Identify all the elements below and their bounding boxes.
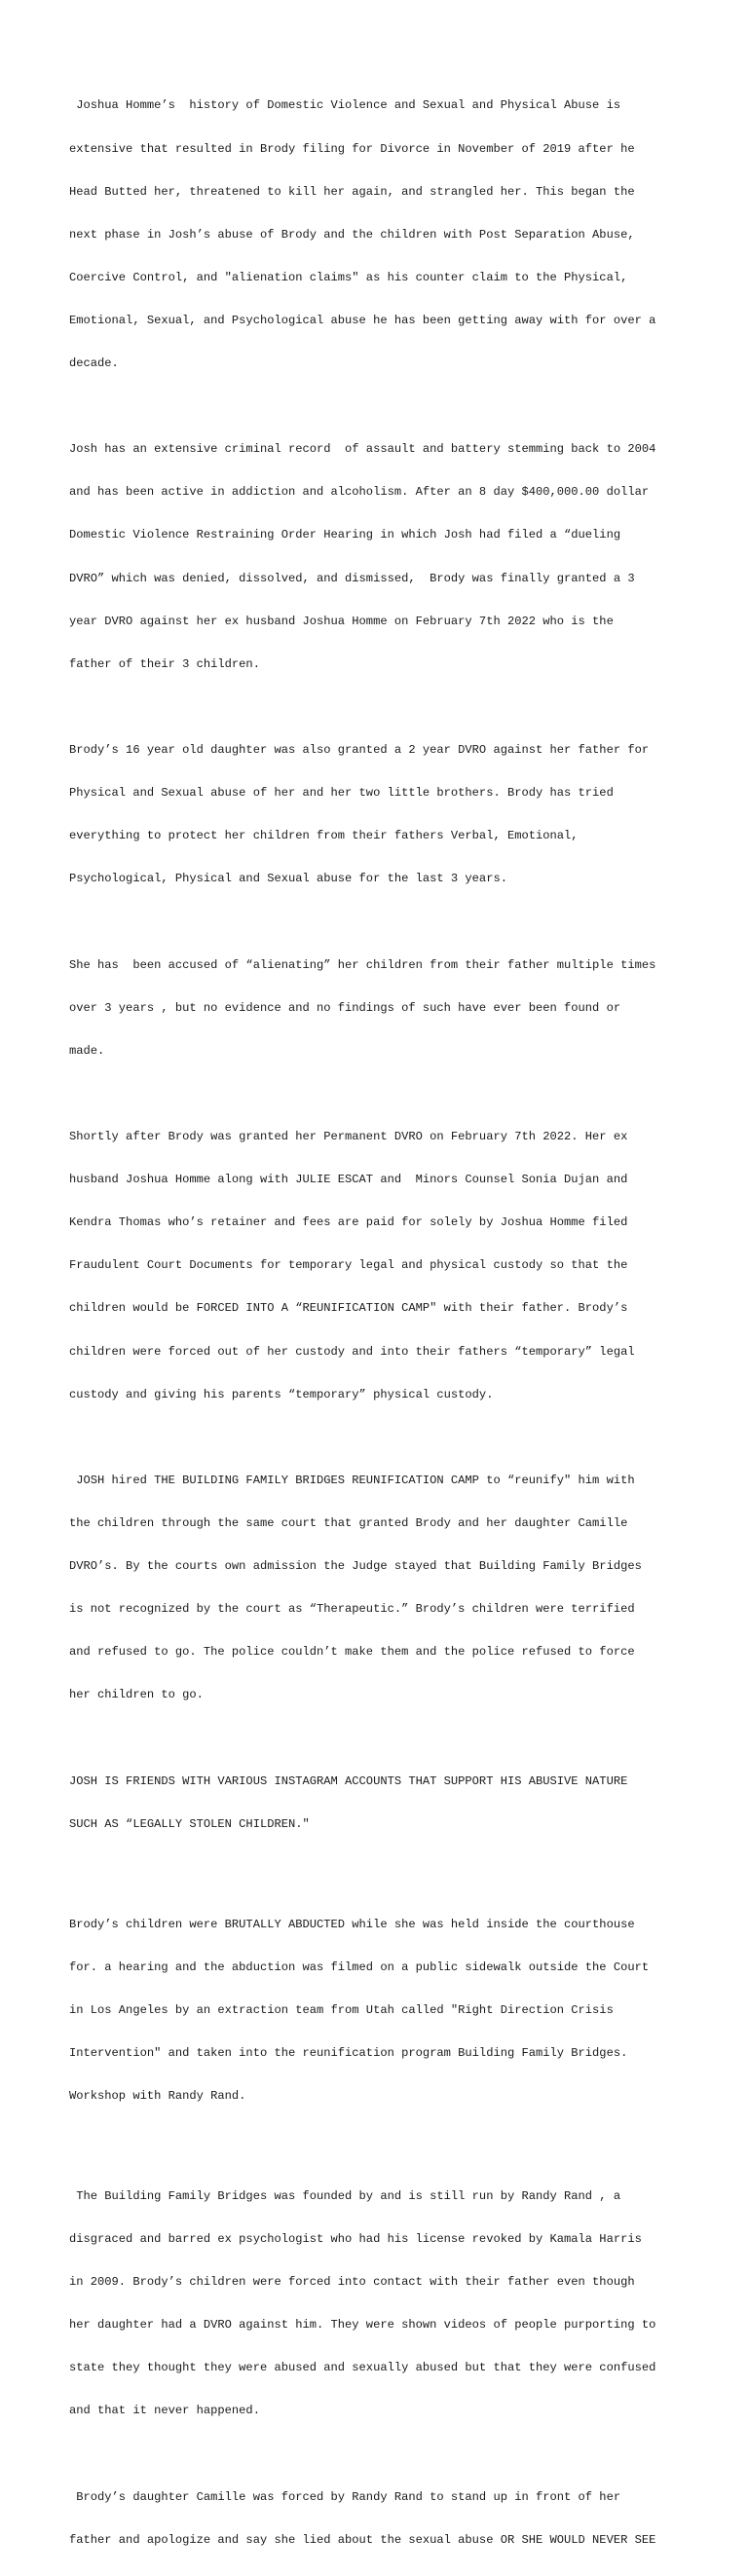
text-line: and refused to go. The police couldn’t make them and the police refused to force bbox=[69, 1645, 635, 1660]
paragraph-homme-history bbox=[69, 70, 692, 399]
paragraph-gap bbox=[69, 2132, 692, 2160]
text-line: Coercive Control, and "alienation claims" as his counter claim to the Physical, bbox=[69, 270, 628, 284]
text-line: She has been accused of “alienating” her children from their father multiple times bbox=[69, 957, 656, 972]
paragraph-instagram bbox=[69, 1745, 692, 1860]
text-line: Josh has an extensive criminal record of assault and battery stemming back to 2004 bbox=[69, 442, 656, 457]
text-line: Joshua Homme’s history of Domestic Violence and Sexual and Physical Abuse is bbox=[69, 98, 621, 113]
text-line: Workshop with Randy Rand. bbox=[69, 2089, 246, 2104]
text-line: decade. bbox=[69, 356, 119, 371]
paragraph-gap bbox=[69, 1431, 692, 1445]
text-line: over 3 years , but no evidence and no findings of such have ever been found or bbox=[69, 1000, 621, 1015]
text-line: is not recognized by the court as “Therapeutic.” Brody’s children were terrified bbox=[69, 1602, 635, 1617]
text-line: and that it never happened. bbox=[69, 2404, 260, 2418]
text-line: Emotional, Sexual, and Psychological abuse he has been getting away with for over a bbox=[69, 313, 656, 327]
paragraph-reunification-camp bbox=[69, 1444, 692, 1731]
text-line: in 2009. Brody’s children were forced into contact with their father even though bbox=[69, 2275, 635, 2290]
text-line: state they thought they were abused and sexually abused but that they were confused bbox=[69, 2361, 656, 2375]
text-line: The Building Family Bridges was founded by and is still run by Randy Rand , a bbox=[69, 2188, 621, 2203]
paragraph-daughter-dvro bbox=[69, 715, 692, 915]
text-line: everything to protect her children from their fathers Verbal, Emotional, bbox=[69, 829, 579, 843]
paragraph-custody bbox=[69, 1101, 692, 1431]
text-line: disgraced and barred ex psychologist who had his license revoked by Kamala Harris bbox=[69, 2232, 642, 2247]
text-line: the children through the same court that granted Brody and her daughter Camille bbox=[69, 1515, 628, 1530]
text-line: father and apologize and say she lied about the sexual abuse OR SHE WOULD NEVER SEE bbox=[69, 2532, 656, 2547]
text-line: JOSH hired THE BUILDING FAMILY BRIDGES REUNIFICATION CAMP to “reunify" him with bbox=[69, 1473, 635, 1487]
paragraph-building-family-bridges bbox=[69, 2161, 692, 2447]
paragraph-camille bbox=[69, 2461, 692, 2576]
text-line: Intervention" and taken into the reunification program Building Family Bridges. bbox=[69, 2045, 628, 2060]
text-line: Kendra Thomas who’s retainer and fees are paid for solely by Joshua Homme filed bbox=[69, 1215, 628, 1230]
text-line: husband Joshua Homme along with JULIE ESCAT and Minors Counsel Sonia Dujan and bbox=[69, 1173, 628, 1187]
paragraph-gap bbox=[69, 399, 692, 414]
paragraph-abduction bbox=[69, 1888, 692, 2132]
text-line: Physical and Sexual abuse of her and her two little brothers. Brody has tried bbox=[69, 786, 614, 801]
paragraph-gap bbox=[69, 2447, 692, 2462]
text-line: year DVRO against her ex husband Joshua Homme on February 7th 2022 who is the bbox=[69, 614, 614, 628]
text-line: Brody’s daughter Camille was forced by Randy Rand to stand up in front of her bbox=[69, 2489, 621, 2504]
text-line: Fraudulent Court Documents for temporary legal and physical custody so that the bbox=[69, 1258, 628, 1273]
paragraph-gap bbox=[69, 1860, 692, 1888]
paragraph-alienation bbox=[69, 929, 692, 1087]
text-line: DVRO” which was denied, dissolved, and dismissed, Brody was finally granted a 3 bbox=[69, 571, 635, 585]
text-line: Brody’s children were BRUTALLY ABDUCTED while she was held inside the courthouse bbox=[69, 1917, 635, 1931]
paragraph-gap bbox=[69, 915, 692, 929]
document-page bbox=[69, 70, 692, 2576]
text-line: Brody’s 16 year old daughter was also granted a 2 year DVRO against her father for bbox=[69, 743, 650, 758]
text-line: children would be FORCED INTO A “REUNIFICATION CAMP" with their father. Brody’s bbox=[69, 1301, 628, 1316]
text-line: extensive that resulted in Brody filing for Divorce in November of 2019 after he bbox=[69, 141, 635, 156]
text-line: father of their 3 children. bbox=[69, 656, 260, 671]
text-line: Head Butted her, threatened to kill her again, and strangled her. This began the bbox=[69, 184, 635, 199]
paragraph-gap bbox=[69, 1731, 692, 1745]
paragraph-gap bbox=[69, 1087, 692, 1101]
text-line: Domestic Violence Restraining Order Hearing in which Josh had filed a “dueling bbox=[69, 528, 621, 542]
text-line: made. bbox=[69, 1043, 105, 1058]
text-line: JOSH IS FRIENDS WITH VARIOUS INSTAGRAM ACCOUNTS THAT SUPPORT HIS ABUSIVE NATURE bbox=[69, 1773, 628, 1788]
text-line: next phase in Josh’s abuse of Brody and the children with Post Separation Abuse, bbox=[69, 227, 635, 242]
text-line: children were forced out of her custody and into their fathers “temporary” legal bbox=[69, 1344, 635, 1359]
text-line: Psychological, Physical and Sexual abuse for the last 3 years. bbox=[69, 872, 507, 886]
text-line: in Los Angeles by an extraction team from Utah called "Right Direction Crisis bbox=[69, 2002, 614, 2017]
text-line: and has been active in addiction and alcoholism. After an 8 day $400,000.00 dollar bbox=[69, 485, 650, 500]
text-line: her daughter had a DVRO against him. They were shown videos of people purporting to bbox=[69, 2318, 656, 2333]
paragraph-gap bbox=[69, 700, 692, 715]
text-line: SUCH AS “LEGALLY STOLEN CHILDREN." bbox=[69, 1816, 310, 1831]
text-line: Shortly after Brody was granted her Permanent DVRO on February 7th 2022. Her ex bbox=[69, 1129, 628, 1143]
text-line: for. a hearing and the abduction was filmed on a public sidewalk outside the Court bbox=[69, 1960, 650, 1974]
text-line: her children to go. bbox=[69, 1688, 204, 1702]
text-line: custody and giving his parents “temporary” physical custody. bbox=[69, 1387, 494, 1401]
paragraph-criminal-record bbox=[69, 414, 692, 700]
text-line: DVRO’s. By the courts own admission the Judge stayed that Building Family Bridges bbox=[69, 1559, 642, 1574]
